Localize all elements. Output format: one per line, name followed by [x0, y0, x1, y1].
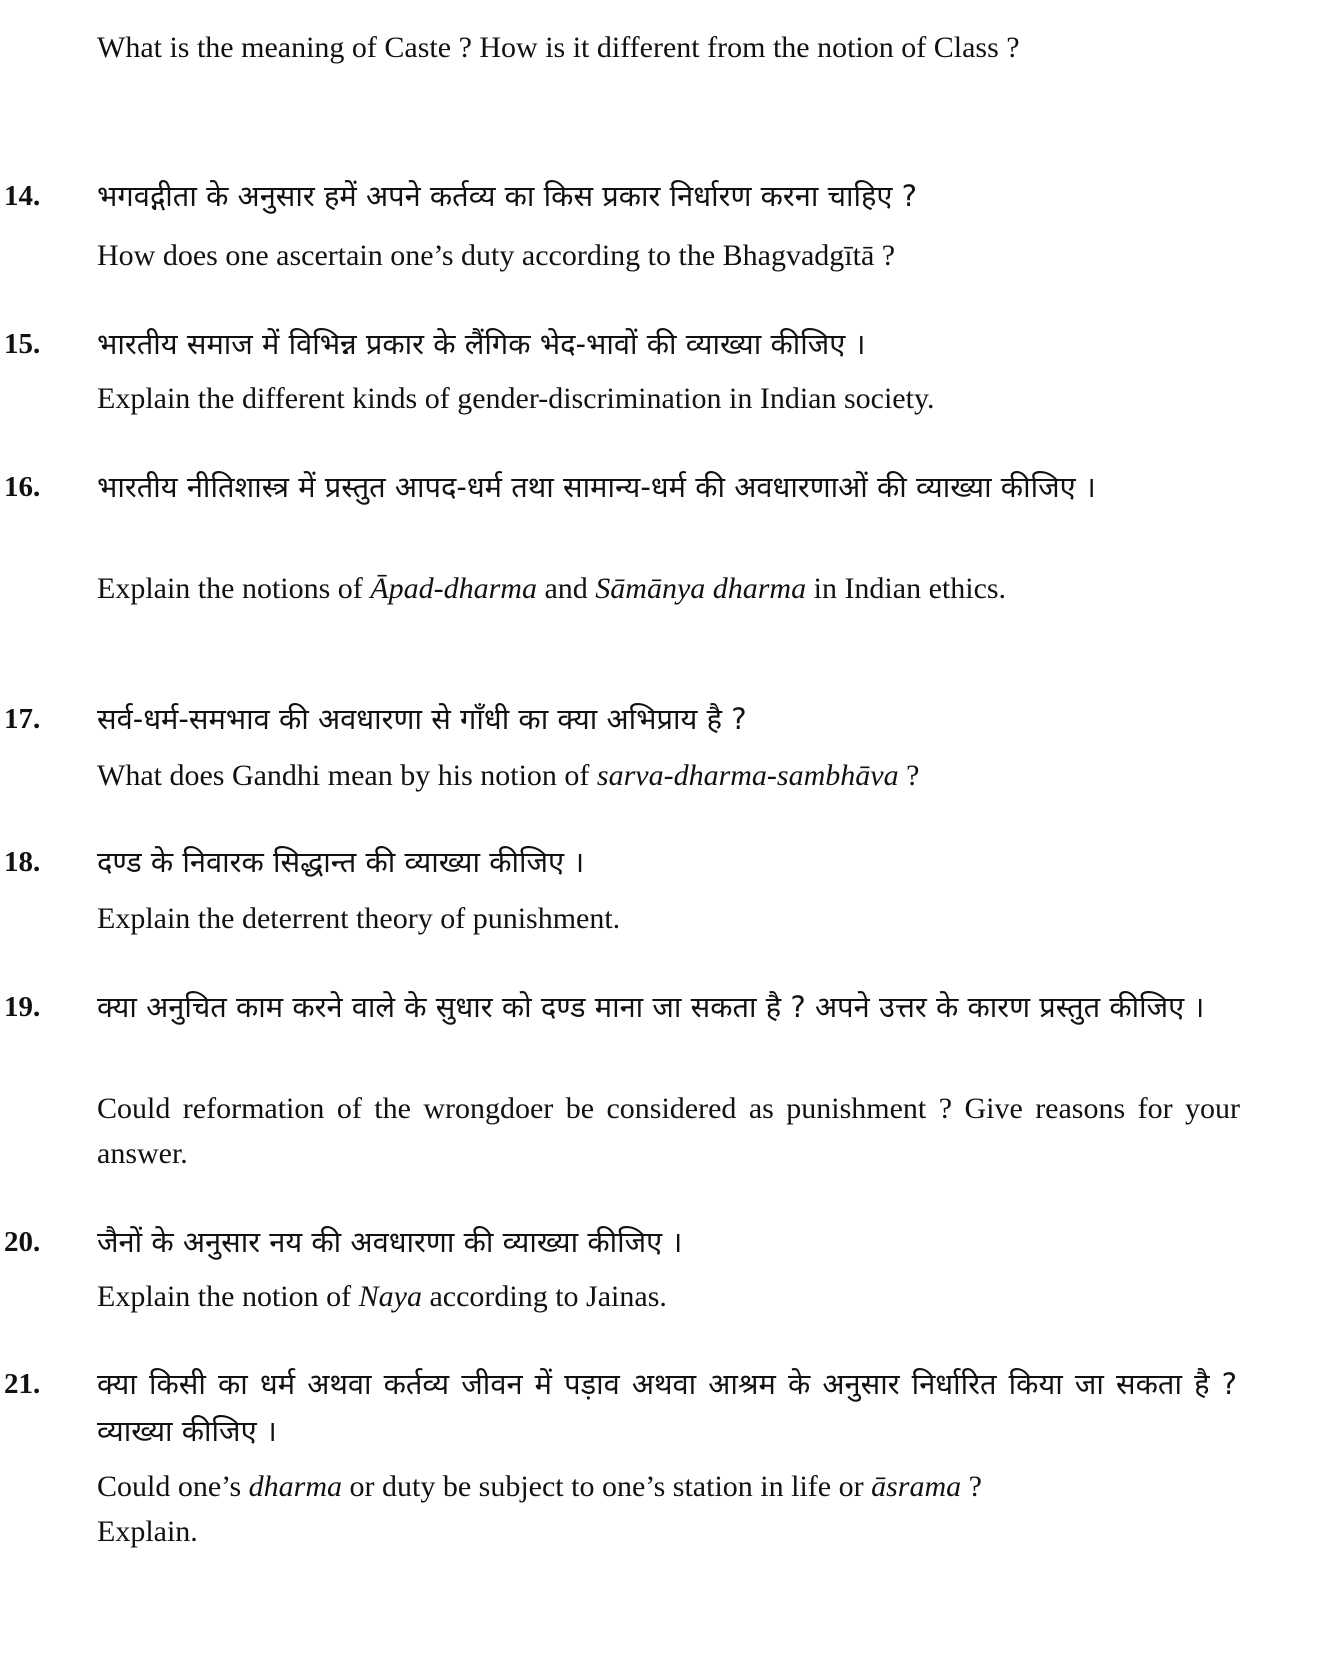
- question-number: 19.: [4, 991, 41, 1023]
- question-number: 18.: [4, 846, 41, 878]
- question-english: [97, 566, 1240, 611]
- question-english: [97, 25, 1240, 70]
- question-hindi: भारतीय नीतिशास्त्र में प्रस्तुत आपद-धर्म तथा सामान्य-धर्म की अवधारणाओं की व्याख्या कीजिए ।: [97, 470, 1096, 504]
- text: Explain the different kinds of gender-discrimination in Indian society.: [97, 382, 935, 415]
- question-number: 15.: [4, 328, 41, 360]
- text: Could reformation of the wrongdoer be considered as punishment ? Give reasons for your answer.: [97, 1092, 1240, 1170]
- text: and: [536, 572, 596, 605]
- question-number: 17.: [4, 703, 41, 735]
- term: dharma: [248, 1470, 343, 1503]
- question-hindi: दण्ड के निवारक सिद्धान्त की व्याख्या कीजिए ।: [97, 845, 585, 879]
- text: Explain the notion of: [97, 1280, 359, 1313]
- question-english: [97, 1274, 1240, 1319]
- term: Sāmānya dharma: [595, 572, 807, 605]
- text: ?: [898, 759, 920, 792]
- term: āsrama: [871, 1470, 962, 1503]
- question-number: 16.: [4, 471, 41, 503]
- question-english: [97, 753, 1240, 798]
- question-english: [97, 896, 1240, 941]
- question-english: [97, 233, 1240, 278]
- text: Explain the notions of: [97, 572, 371, 605]
- text: Could one’s: [97, 1470, 249, 1503]
- text: in Indian ethics.: [806, 572, 1007, 605]
- question-number: 20.: [4, 1226, 41, 1258]
- question-hindi: क्या किसी का धर्म अथवा कर्तव्य जीवन में पड़ाव अथवा आश्रम के अनुसार निर्धारित किया जा सकता है ? व्याख्या कीजिए ।: [97, 1367, 1237, 1448]
- question-hindi: जैनों के अनुसार नय की अवधारणा की व्याख्या कीजिए ।: [97, 1225, 683, 1259]
- text: What is the meaning of Caste ? How is it different from the notion of Class ?: [97, 31, 1020, 64]
- text: according to Jainas.: [421, 1280, 667, 1313]
- question-english: [97, 1086, 1240, 1176]
- text: How does one ascertain one’s duty according to the Bhagvadgītā ?: [97, 239, 896, 272]
- term: Naya: [358, 1280, 422, 1313]
- question-number: 21.: [4, 1368, 41, 1400]
- text: ? Explain.: [97, 1470, 982, 1548]
- question-hindi: भगवद्गीता के अनुसार हमें अपने कर्तव्य का किस प्रकार निर्धारण करना चाहिए ?: [97, 179, 918, 213]
- question-english: [97, 1464, 1240, 1554]
- question-hindi: सर्व-धर्म-समभाव की अवधारणा से गाँधी का क्या अभिप्राय है ?: [97, 702, 747, 736]
- question-hindi: क्या अनुचित काम करने वाले के सुधार को दण्ड माना जा सकता है ? अपने उत्तर के कारण प्रस्तुत कीजिए ।: [97, 990, 1205, 1024]
- question-number: 14.: [4, 180, 41, 212]
- text: or duty be subject to one’s station in life or: [342, 1470, 872, 1503]
- text: Explain the deterrent theory of punishment.: [97, 902, 621, 935]
- text: What does Gandhi mean by his notion of: [97, 759, 597, 792]
- term: sarva-dharma-sambhāva: [596, 759, 899, 792]
- term: Āpad-dharma: [370, 572, 537, 605]
- question-hindi: भारतीय समाज में विभिन्न प्रकार के लैंगिक भेद-भावों की व्याख्या कीजिए ।: [97, 327, 866, 361]
- question-english: [97, 376, 1240, 421]
